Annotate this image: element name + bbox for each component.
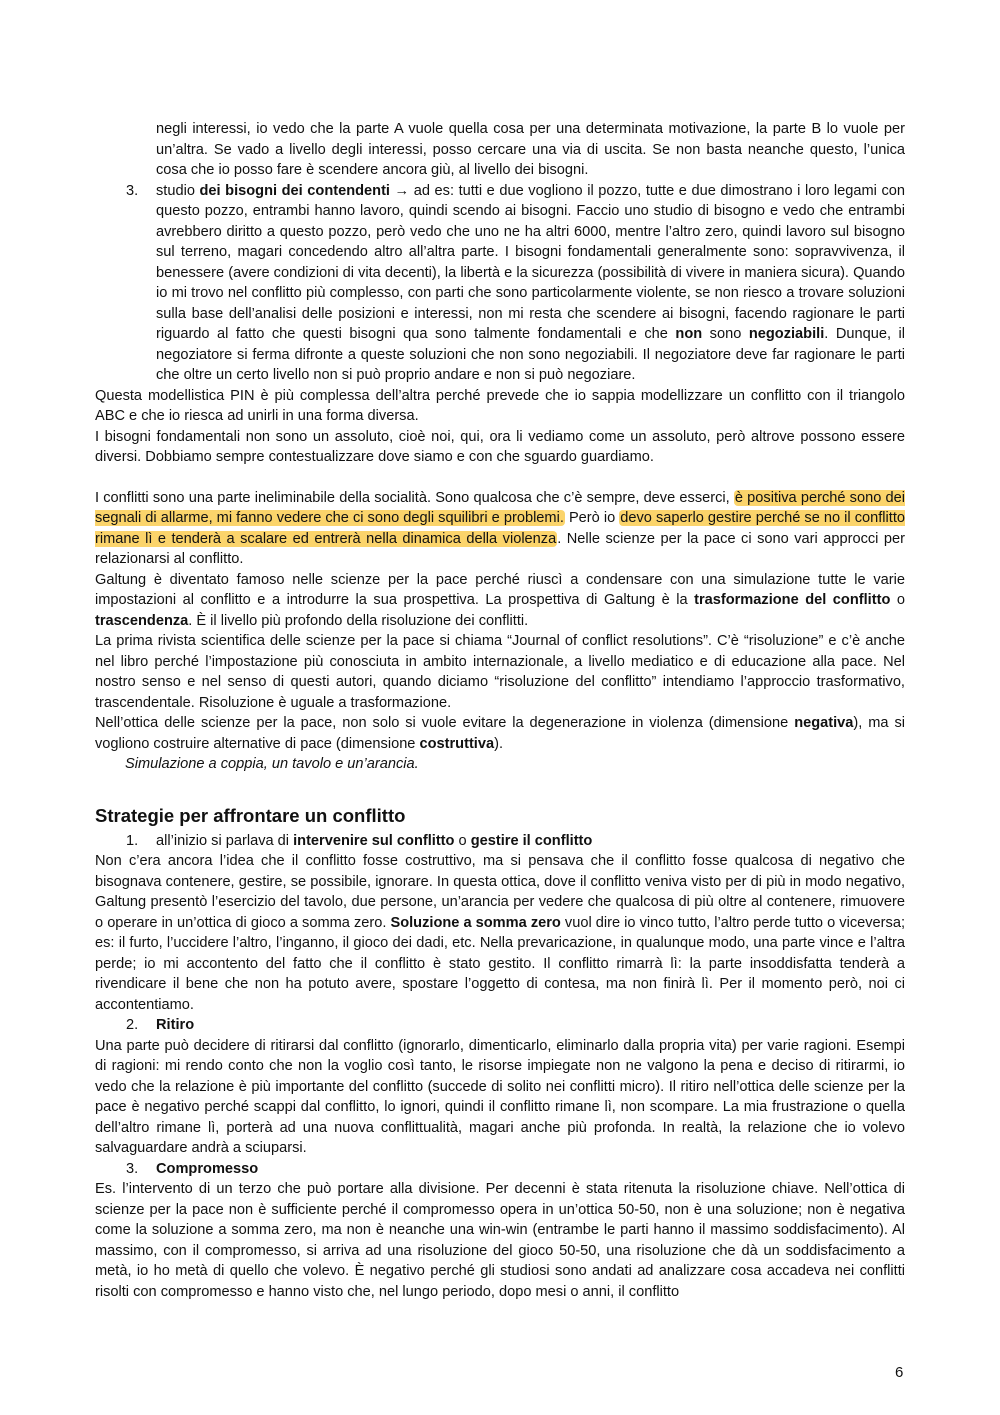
- highlighted-text: è positiva perché sono dei segnali di allarme, mi fanno vedere che ci sono degli squilibri e problemi.: [95, 489, 905, 526]
- text-run: Nell’ottica delle scienze per la pace, non solo si vuole evitare la degenerazione in violenza (dimensione: [95, 715, 795, 731]
- list-number: 1.: [126, 832, 139, 849]
- text-run: ).: [494, 735, 504, 752]
- text-run: o: [454, 832, 471, 849]
- paragraph-pin: Questa modellistica PIN è più complessa dell’altra perché prevede che io sappia modellizzare un conflitto con il triangolo ABC e che io riesca ad unirli in una forma diversa.: [95, 387, 905, 424]
- list-item-bisogni: [95, 181, 905, 386]
- bold-term: trascendenza: [95, 612, 189, 629]
- list-number: 2.: [126, 1017, 139, 1033]
- bold-term: Ritiro: [156, 1017, 195, 1033]
- bold-term: Soluzione a somma zero: [390, 914, 561, 931]
- paragraph-ritiro: Una parte può decidere di ritirarsi dal conflitto (ignorarlo, dimenticarlo, eliminarlo dalla propria vita) per varie ragioni. Esempi di ragioni: mi rendo conto che non la voglio così tanto, le risorse impiegate non ne valgono la pena e deciso di ritirarmi, io vedo che la relazione è più importante del conflitto (succede di solito nei conflitti micro). Il ritiro nell’ottica delle scienze per la pace è negativo perché scappi dal conflitto, lo ignori, quindi il conflitto rimane lì, non scompare. La mia frustrazione o quella dell’altro rimane lì, porterà ad una nuova conflittualità, magari anche più profonda. In realtà, la relazione che io volevo salvaguardare andrà a sciuparsi.: [95, 1037, 905, 1156]
- list-item-ritiro: [95, 1015, 905, 1036]
- text-run: → ad es: tutti e due vogliono il pozzo, tutte e due dimostrano i loro legami con questo pozzo, entrambi hanno lavoro, quindi scendo ai bisogni. Faccio uno studio di bisogno e vedo che entrambi avrebbero diritto a questo pozzo, però vedo che uno ne ha altri 6000, mentre l’altro zero, quindi lavoro sul bisogno sul terreno, magari concedendo altro all’altra parte. I bisogni fondamentali generalmente sono: sopravvivenza, il benessere (avere condizioni di vita decenti), la libertà e la sicurezza (possibilità di vivere in maniera sicura). Quando io mi trovo nel conflitto più complesso, con parti che sono particolarmente violente, se non riesco a trovare soluzioni sulla base dell’analisi delle posizioni e interessi, non mi resta che scendere ai bisogni, facendo ragionare le parti riguardo al fatto che questi bisogni qua sono talmente fondamentali e che: [156, 182, 905, 342]
- paragraph-somma-zero: [95, 851, 905, 1015]
- bold-term: dei bisogni dei contendenti: [199, 182, 390, 199]
- paragraph-interessi: negli interessi, io vedo che la parte A vuole quella cosa per una determinata motivazione, la parte B lo vuole per un’altra. Se vado a livello degli interessi, posso cercare una via di uscita. Se non basta neanche questo, l’unica cosa che io posso fare è scendere ancora giù, al livello dei bisogni.: [156, 121, 905, 178]
- text-run: . Nelle scienze per la pace ci sono vari approcci per relazionarsi al conflitto.: [95, 530, 905, 567]
- page-content: [95, 119, 905, 1302]
- text-run: Non c’era ancora l’idea che il conflitto fosse costruttivo, ma si pensava che il conflitto fosse qualcosa di negativo che bisognava contenere, gestire, se possibile, ignorare. In questa ottica, dove il conflitto veniva visto per di più in modo negativo, Galtung presentò l’esercizio del tavolo, due persone, un’arancia per vedere che qualcosa di più oltre al contenere, rimuovere o operare in un’ottica di gioco a somma zero.: [95, 853, 905, 931]
- paragraph-ottica: [95, 713, 905, 754]
- text-run: vuol dire io vinco tutto, l’altro perde tutto o viceversa; es: il furto, l’uccidere l’altro, l’inganno, il gioco dei dadi, etc. Nella prevaricazione, in qualunque modo, una parte vince e l’altra perde; io mi accontento del fatto che il conflitto è stato gestito. Il conflitto rimarrà lì: la parte insoddisfatta tenderà a rivendicare il bene che non ha potuto avere, spostare l’oggetto di contesa, ma non finirà lì. Per il momento però, noi ci accontentiamo.: [95, 914, 905, 1013]
- bold-term: trasformazione del conflitto: [694, 592, 891, 608]
- paragraph-bisogni-assoluto: I bisogni fondamentali non sono un assoluto, cioè noi, qui, ora li vediamo come un assoluto, però altrove possono essere diversi. Dobbiamo sempre contestualizzare dove siamo e con che sguardo guardiamo.: [95, 428, 905, 465]
- text-run: o: [890, 592, 905, 608]
- text-run: sono: [702, 326, 749, 342]
- section-heading: Strategie per affrontare un conflitto: [95, 804, 406, 826]
- bold-term: negativa: [794, 715, 854, 731]
- bold-term: intervenire sul conflitto: [293, 832, 455, 849]
- paragraph-compromesso: Es. l’intervento di un terzo che può portare alla divisione. Per decenni è stata ritenuta la risoluzione chiave. Nell’ottica di scienze per la pace non è sufficiente perché il compromesso opera in un’ottica 50-50, non è una soluzione; non è negativa come la soluzione a somma zero, ma non è neanche una win-win (entrambe le parti hanno il massimo soddisfacimento). Al massimo, con il compromesso, si arriva ad una risoluzione del gioco 50-50, una risoluzione che dà un soddisfacimento a metà, io ho metà di quello che volevo. È negativo perché gli studiosi sono andati ad analizzare cosa accadeva nei conflitti risolti con compromesso e hanno visto che, nel lungo periodo, dopo mesi o anni, il conflitto: [95, 1181, 905, 1300]
- text-run: ), ma si vogliono costruire alternative di pace (dimensione: [95, 715, 905, 752]
- page-number: 6: [895, 1364, 904, 1381]
- bold-term: Compromesso: [156, 1160, 259, 1177]
- text-run: . È il livello più profondo della risoluzione dei conflitti.: [188, 612, 529, 629]
- list-number: 3.: [126, 1160, 139, 1177]
- text-run: I conflitti sono una parte ineliminabile della socialità. Sono qualcosa che c’è sempre, deve esserci,: [95, 489, 734, 506]
- text-run: . Dunque, il negoziatore si ferma difronte a queste soluzioni che non sono negoziabili. Il negoziatore deve far ragionare le parti che oltre un certo livello non si può proprio andare e non si può negoziare.: [156, 326, 905, 383]
- text-run: Galtung è diventato famoso nelle scienze per la pace perché riuscì a condensare con una simulazione tutte le varie impostazioni al conflitto e a introdurre la sua prospettiva. La prospettiva di Galtung è la: [95, 571, 905, 608]
- bold-term: negoziabili: [748, 326, 825, 342]
- paragraph-galtung: [95, 570, 905, 632]
- paragraph-conflitti-socialita: [95, 488, 905, 570]
- italic-note: Simulazione a coppia, un tavolo e un’arancia.: [125, 756, 419, 772]
- list-item-intervenire: [95, 831, 905, 852]
- paragraph-journal: La prima rivista scientifica delle scienze per la pace si chiama “Journal of conflict resolutions”. C’è “risoluzione” e c’è anche nel libro perché l’impostazione più conosciuta in ambito internazionale, a livello mediatico e di educazione alla pace. Nel nostro senso e nel senso di questi autori, quando diciamo “risoluzione del conflitto” intendiamo l’approccio trasformativo, trascendentale. Risoluzione è uguale a trasformazione.: [95, 633, 905, 711]
- text-run: studio: [156, 182, 200, 199]
- bold-term: costruttiva: [419, 735, 495, 752]
- list-item-compromesso: [95, 1159, 905, 1180]
- bold-term: non: [675, 326, 703, 342]
- text-run: all’inizio si parlava di: [156, 832, 294, 849]
- bold-term: gestire il conflitto: [470, 832, 593, 849]
- highlighted-text: devo saperlo gestire perché se no il conflitto rimane lì e tenderà a scalare ed entrerà nella dinamica della violenza: [95, 510, 905, 547]
- text-run: Però io: [564, 510, 620, 526]
- spacer: [95, 468, 905, 488]
- list-number: 3.: [126, 182, 139, 199]
